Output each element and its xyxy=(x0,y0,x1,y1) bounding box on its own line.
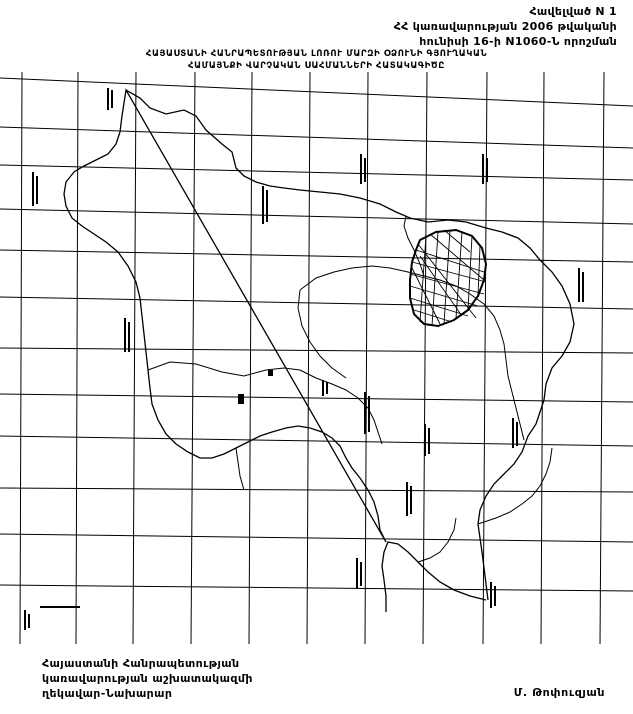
decision-date: հունիսի 16-ի N1060-Ն որոշման xyxy=(419,35,617,48)
map-markers xyxy=(238,370,273,404)
government-staff-title xyxy=(42,656,253,701)
place-labels xyxy=(24,88,584,630)
footer-line-2: կառավարության աշխատակազմի xyxy=(42,672,253,685)
footer-line-1: Հայաստանի Հանրապետության xyxy=(42,657,240,670)
grid-lines xyxy=(0,72,633,644)
signatory-name: Մ. Թոփուզյան xyxy=(513,686,605,699)
map-title xyxy=(0,48,633,72)
appendix-number: Հավելված N 1 xyxy=(529,5,617,18)
appendix-header xyxy=(394,4,617,49)
map-title-line1: ՀԱՅԱՍՏԱՆԻ ՀԱՆՐԱՊԵՏՈՒԹՅԱՆ ԼՈՌՈՒ ՄԱՐԶԻ ՕՁՈՒՆԻ ԳՅՈՒՂԱԿԱՆ xyxy=(145,49,488,59)
boundary-map xyxy=(0,72,633,644)
village-area xyxy=(410,230,486,326)
footer-line-3: ղեկավար-Նախարար xyxy=(42,687,173,700)
decision-title: ՀՀ կառավարության 2006 թվականի xyxy=(393,20,617,33)
internal-boundaries xyxy=(148,216,552,562)
map-title-line2: ՀԱՄԱՅՆՔԻ ՎԱՐՉԱԿԱՆ ՍԱՀՄԱՆՆԵՐԻ ՀԱՏԱԿԱԳԻԾԸ xyxy=(188,61,445,71)
